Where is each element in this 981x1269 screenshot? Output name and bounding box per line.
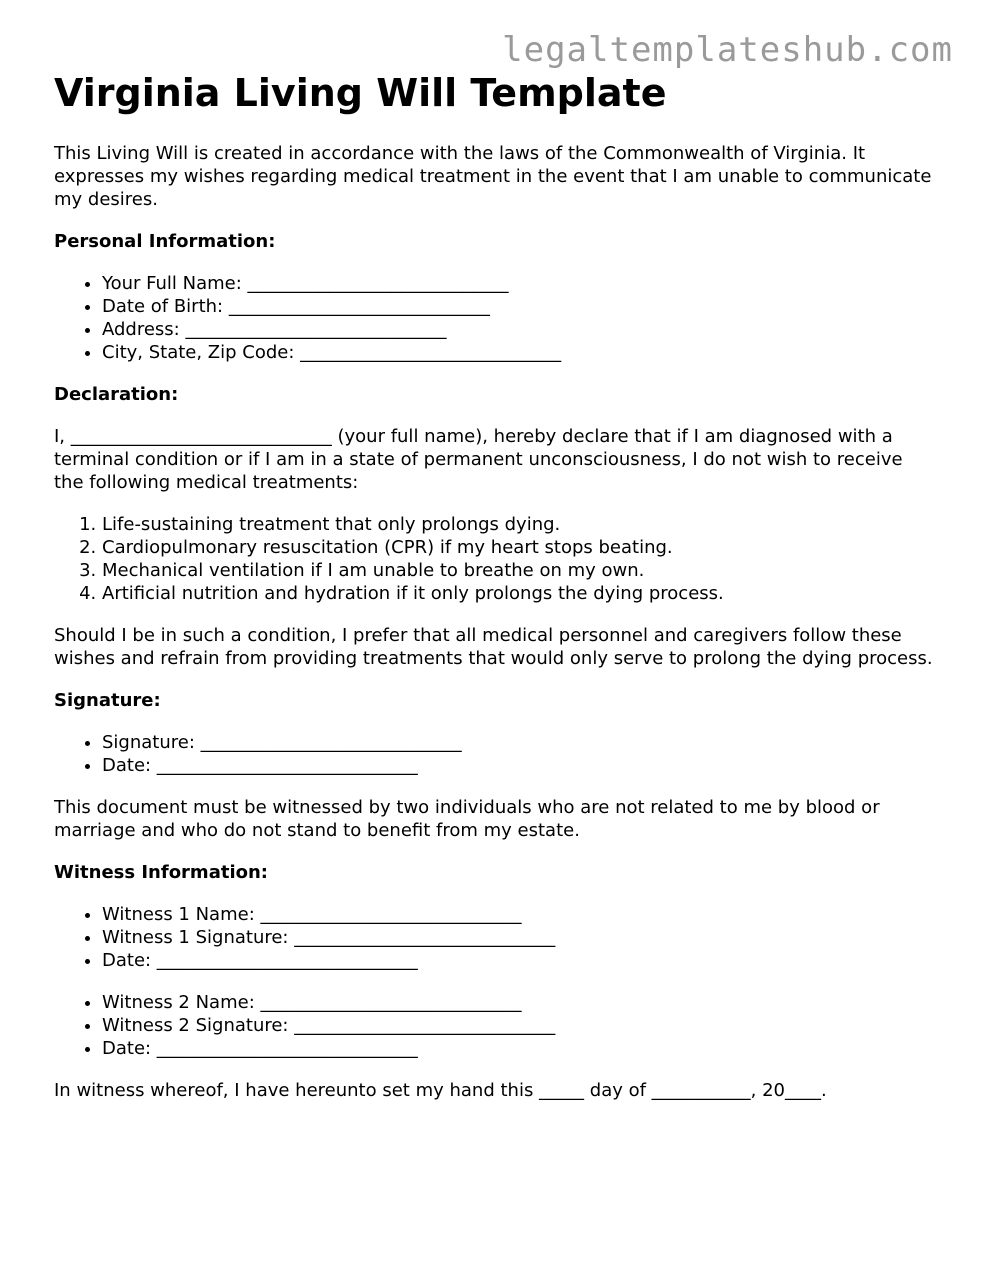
closing-paragraph: In witness whereof, I have hereunto set my hand this _____ day of ___________, 20____. bbox=[54, 1080, 827, 1101]
witness-information-heading: Witness Information: bbox=[54, 862, 268, 883]
list-item: • Witness 2 Name: _____________________________ bbox=[102, 991, 934, 1014]
list-item: • Address: _____________________________ bbox=[102, 318, 934, 341]
witness-1-list bbox=[54, 903, 934, 972]
witness-requirement-paragraph: This document must be witnessed by two individuals who are not related to me by blood or marriage and who do not stand to benefit from my estate. bbox=[54, 797, 880, 841]
declaration-heading: Declaration: bbox=[54, 384, 179, 405]
personal-information-list bbox=[54, 272, 934, 364]
list-item: • Signature: _____________________________ bbox=[102, 731, 934, 754]
list-item: • Witness 1 Signature: _____________________________ bbox=[102, 926, 934, 949]
list-item: • Date: _____________________________ bbox=[102, 1037, 934, 1060]
signature-list bbox=[54, 731, 934, 777]
list-item: • Date: _____________________________ bbox=[102, 949, 934, 972]
list-item: 4. Artificial nutrition and hydration if it only prolongs the dying process. bbox=[102, 582, 934, 605]
list-item: 1. Life-sustaining treatment that only prolongs dying. bbox=[102, 513, 934, 536]
list-item: • Date: _____________________________ bbox=[102, 754, 934, 777]
personal-information-heading: Personal Information: bbox=[54, 231, 276, 252]
list-item: • Date of Birth: _____________________________ bbox=[102, 295, 934, 318]
declaration-paragraph: I, _____________________________ (your full name), hereby declare that if I am diagnosed with a terminal condition or if I am in a state of permanent unconsciousness, I do not wish to receive the following medical treatments: bbox=[54, 426, 903, 493]
witness-2-list bbox=[54, 991, 934, 1060]
list-item: 2. Cardiopulmonary resuscitation (CPR) if my heart stops beating. bbox=[102, 536, 934, 559]
list-item: • Witness 2 Signature: _____________________________ bbox=[102, 1014, 934, 1037]
page-title: Virginia Living Will Template bbox=[54, 71, 667, 115]
declaration-closing-paragraph: Should I be in such a condition, I prefer that all medical personnel and caregivers follow these wishes and refrain from providing treatments that would only serve to prolong the dying process. bbox=[54, 625, 933, 669]
treatment-list bbox=[54, 513, 934, 605]
list-item: • Witness 1 Name: _____________________________ bbox=[102, 903, 934, 926]
list-item: • Your Full Name: _____________________________ bbox=[102, 272, 934, 295]
document bbox=[54, 68, 934, 1121]
intro-paragraph: This Living Will is created in accordance with the laws of the Commonwealth of Virginia. It expresses my wishes regarding medical treatment in the event that I am unable to communicate my desires. bbox=[54, 143, 932, 210]
signature-heading: Signature: bbox=[54, 690, 161, 711]
watermark: legaltemplateshub.com bbox=[502, 30, 953, 70]
list-item: 3. Mechanical ventilation if I am unable to breathe on my own. bbox=[102, 559, 934, 582]
list-item: • City, State, Zip Code: _____________________________ bbox=[102, 341, 934, 364]
